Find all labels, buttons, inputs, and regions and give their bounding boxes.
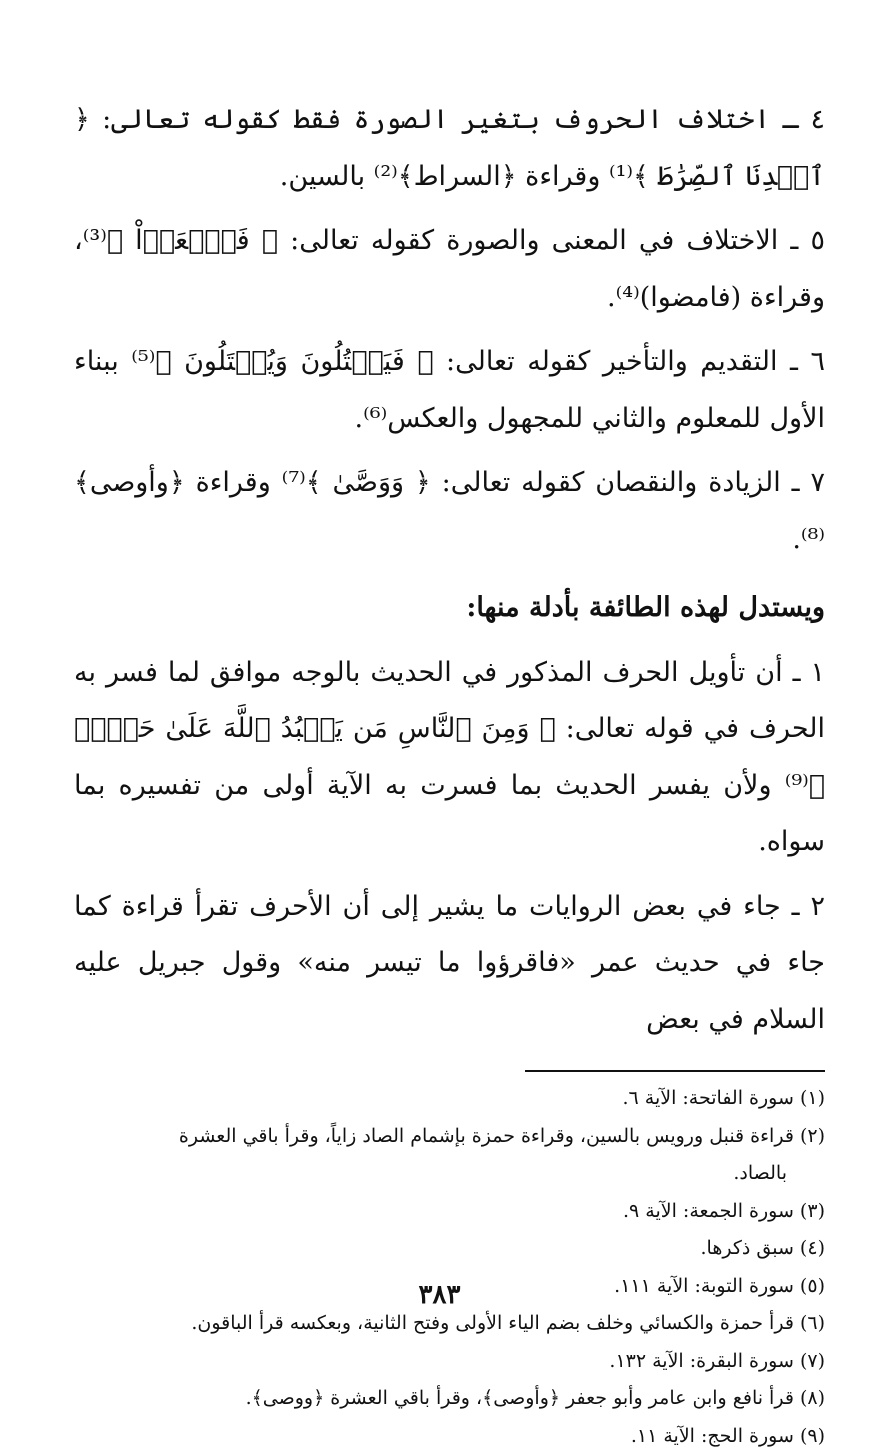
footnote-4: (٤) سبق ذكرها. xyxy=(74,1230,825,1268)
paragraph-item-6: ٦ ـ التقديم والتأخير كقوله تعالى: ﴿ فَيَقۡتُلُونَ وَيُقۡتَلُونَ ﴾⁽⁵⁾ ببناء الأول للمعلوم والثاني للمجهول والعكس⁽⁶⁾. xyxy=(74,334,825,447)
footnote-2-continued: بالصاد. xyxy=(74,1155,825,1193)
footnote-divider xyxy=(525,1070,825,1072)
footnote-1: (١) سورة الفاتحة: الآية ٦. xyxy=(74,1080,825,1118)
footnote-9: (٩) سورة الحج: الآية ١١. xyxy=(74,1418,825,1455)
footnote-2: (٢) قراءة قنبل ورويس بالسين، وقراءة حمزة بإشمام الصاد زاياً، وقرأ باقي العشرة xyxy=(74,1118,825,1156)
footnote-5: (٥) سورة التوبة: الآية ١١١. xyxy=(74,1268,825,1306)
footnote-8: (٨) قرأ نافع وابن عامر وأبو جعفر ﴿وأوصى﴾، وقرأ باقي العشرة ﴿ووصى﴾. xyxy=(74,1380,825,1418)
footnote-6: (٦) قرأ حمزة والكسائي وخلف بضم الياء الأولى وفتح الثانية، وبعكسه قرأ الباقون. xyxy=(74,1305,825,1343)
paragraph-item-5: ٥ ـ الاختلاف في المعنى والصورة كقوله تعالى: ﴿ فَٱسۡعَوۡاْ ﴾⁽³⁾، وقراءة (فامضوا)⁽⁴⁾. xyxy=(74,213,825,326)
page-number: ٣٨٣ xyxy=(0,1280,879,1310)
evidence-paragraph-1: ١ ـ أن تأويل الحرف المذكور في الحديث بالوجه موافق لما فسر به الحرف في قوله تعالى: ﴿ وَمِنَ ٱلنَّاسِ مَن يَعۡبُدُ ٱللَّهَ عَلَىٰ حَرۡفٖ ﴾⁽⁹⁾ ولأن يفسر الحديث بما فسرت به الآية أولى من تفسيره بما سواه. xyxy=(74,645,825,871)
footnote-7: (٧) سورة البقرة: الآية ١٣٢. xyxy=(74,1343,825,1381)
footnote-3: (٣) سورة الجمعة: الآية ٩. xyxy=(74,1193,825,1231)
main-text xyxy=(74,92,825,1048)
evidence-paragraph-2: ٢ ـ جاء في بعض الروايات ما يشير إلى أن الأحرف تقرأ قراءة كما جاء في حديث عمر «فاقرؤوا ما تيسر منه» وقول جبريل عليه السلام في بعض xyxy=(74,879,825,1049)
paragraph-item-7: ٧ ـ الزيادة والنقصان كقوله تعالى: ﴿ وَوَصَّىٰ ﴾⁽⁷⁾ وقراءة ﴿وأوصى﴾⁽⁸⁾. xyxy=(74,455,825,568)
paragraph-item-4: ٤ ـ اختلاف الحروف بتغير الصورة فقط كقوله تعالى: ﴿ ٱهۡدِنَا ٱلصِّرَٰطَ ﴾⁽¹⁾ وقراءة ﴿السراط﴾⁽²⁾ بالسين. xyxy=(74,92,825,205)
section-heading: ويستدل لهذه الطائفة بأدلة منها: xyxy=(74,580,825,637)
